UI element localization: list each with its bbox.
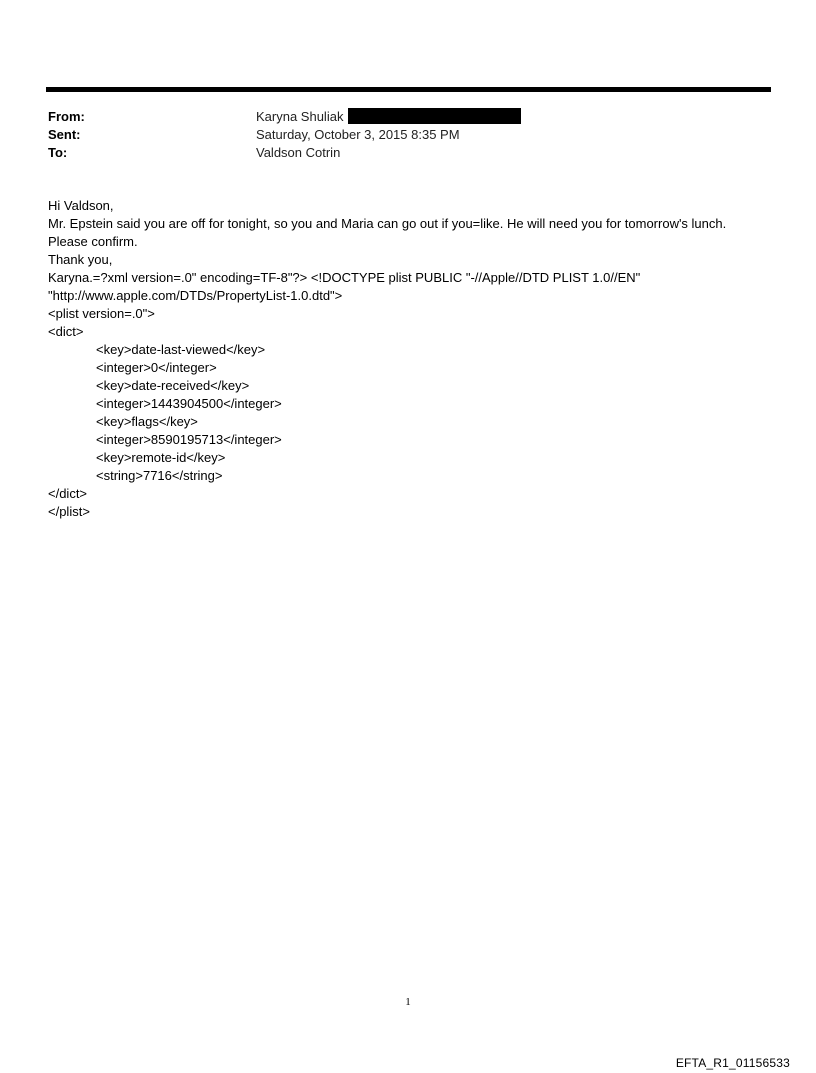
sent-value: Saturday, October 3, 2015 8:35 PM <box>256 127 460 142</box>
body-line: "http://www.apple.com/DTDs/PropertyList-1.0.dtd"> <box>48 288 343 303</box>
to-value: Valdson Cotrin <box>256 145 341 160</box>
from-name: Karyna Shuliak <box>256 109 344 124</box>
body-line: Karyna.=?xml version=.0" encoding=TF-8"?> <!DOCTYPE plist PUBLIC "-//Apple//DTD PLIST 1.0//EN" <box>48 270 641 285</box>
email-body <box>48 197 788 521</box>
body-line: <string>7716</string> <box>96 468 223 483</box>
bates-number: EFTA_R1_01156533 <box>675 1056 790 1070</box>
body-line: <integer>1443904500</integer> <box>96 396 282 411</box>
body-line: Mr. Epstein said you are off for tonight, so you and Maria can go out if you=like. He will need you for tomorrow's lunch. <box>48 216 727 231</box>
body-line: <key>date-last-viewed</key> <box>96 342 266 357</box>
header-rule <box>46 87 771 92</box>
email-header <box>48 108 768 162</box>
body-line: <integer>0</integer> <box>96 360 217 375</box>
sent-label: Sent: <box>48 127 81 142</box>
redaction-box <box>348 108 521 124</box>
body-line: Thank you, <box>48 252 113 267</box>
body-line: <dict> <box>48 324 84 339</box>
to-row <box>48 144 768 162</box>
body-line: <key>flags</key> <box>96 414 198 429</box>
body-line: <key>date-received</key> <box>96 378 250 393</box>
page-number: 1 <box>405 996 411 1008</box>
body-line: Hi Valdson, <box>48 198 114 213</box>
to-label: To: <box>48 145 68 160</box>
body-line: </plist> <box>48 504 90 519</box>
body-line: </dict> <box>48 486 88 501</box>
sent-row <box>48 126 768 144</box>
body-line: Please confirm. <box>48 234 138 249</box>
from-row <box>48 108 768 126</box>
body-line: <plist version=.0"> <box>48 306 155 321</box>
body-line: <key>remote-id</key> <box>96 450 226 465</box>
from-label: From: <box>48 109 85 124</box>
from-value <box>256 108 521 126</box>
body-line: <integer>8590195713</integer> <box>96 432 282 447</box>
